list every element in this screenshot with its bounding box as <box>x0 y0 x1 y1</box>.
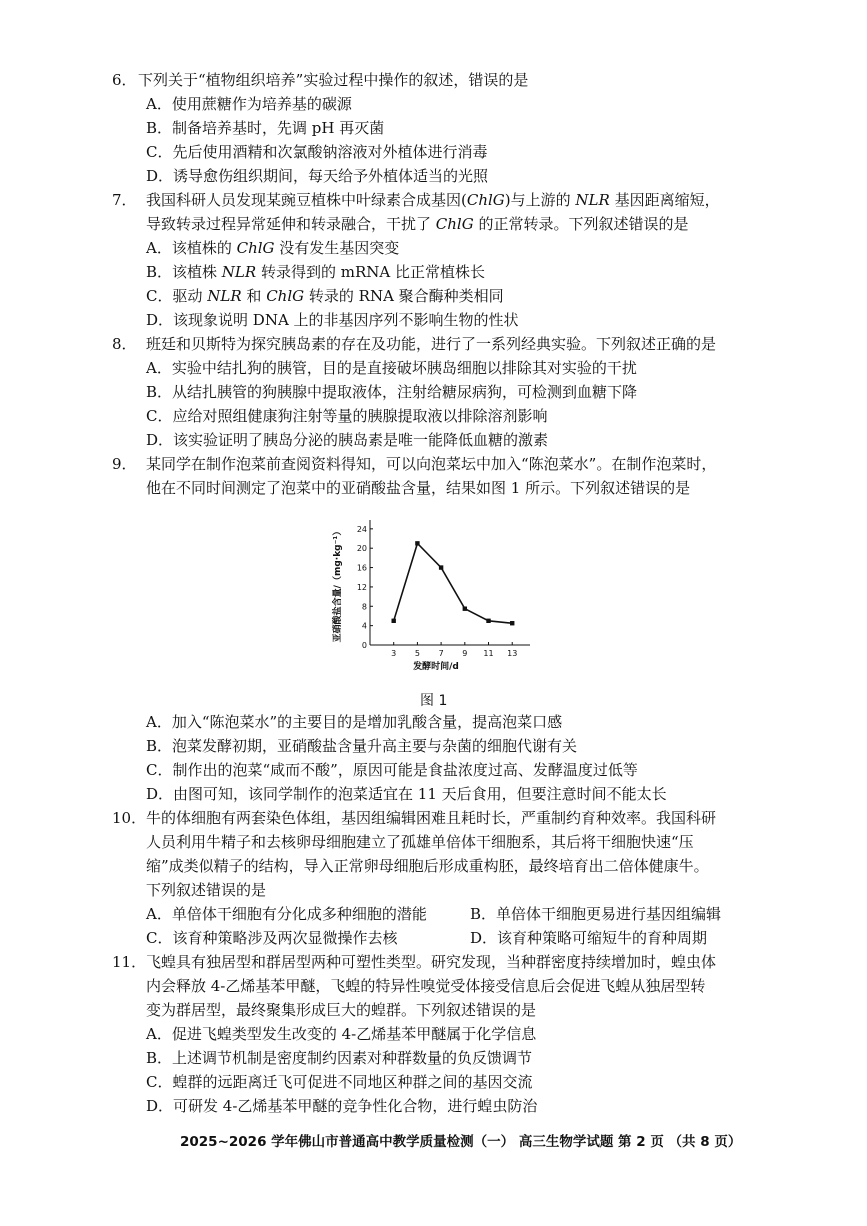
q11-option-a: A．促进飞蝗类型发生改变的 4-乙烯基苯甲醚属于化学信息 <box>146 1025 537 1043</box>
question-8-stem: 班廷和贝斯特为探究胰岛素的存在及功能，进行了一系列经典实验。下列叙述正确的是 <box>146 335 717 353</box>
question-10-number: 10． <box>112 809 147 827</box>
q7-option-b: B．该植株 NLR 转录得到的 mRNA 比正常植株长 <box>146 263 485 281</box>
q7-option-c: C．驱动 NLR 和 ChlG 转录的 RNA 聚合酶种类相同 <box>146 287 504 305</box>
y-tick-label: 8 <box>361 602 367 612</box>
q10-option-d: D．该育种策略可缩短牛的育种周期 <box>470 929 708 947</box>
question-9-number: 9． <box>112 455 137 473</box>
q9-option-d: D．由图可知，该同学制作的泡菜适宜在 11 天后食用，但要注意时间不能太长 <box>146 785 667 803</box>
question-6-stem: 下列关于“植物组织培养”实验过程中操作的叙述，错误的是 <box>138 71 529 89</box>
x-tick-label: 13 <box>507 649 518 658</box>
q8-option-d: D．该实验证明了胰岛分泌的胰岛素是唯一能降低血糖的激素 <box>146 431 549 449</box>
x-axis-label: 发酵时间/d <box>413 662 459 672</box>
q8-option-b: B．从结扎胰管的狗胰腺中提取液体，注射给糖尿病狗，可检测到血糖下降 <box>146 383 638 401</box>
data-point <box>415 541 419 545</box>
series-line <box>394 543 513 623</box>
question-7-stem-line1: 我国科研人员发现某豌豆植株中叶绿素合成基因(ChlG)与上游的 NLR 基因距离缩短， <box>146 191 720 209</box>
data-point <box>486 619 490 623</box>
question-10-stem-line4: 下列叙述错误的是 <box>146 881 267 899</box>
q9-option-a: A．加入“陈泡菜水”的主要目的是增加乳酸含量，提高泡菜口感 <box>146 713 563 731</box>
q11-option-b: B．上述调节机制是密度制约因素对种群数量的负反馈调节 <box>146 1049 533 1067</box>
data-point <box>439 565 443 569</box>
y-tick-label: 24 <box>356 524 367 534</box>
y-axis-label: 亚硝酸盐含量/（mg·kg⁻¹） <box>333 526 343 643</box>
question-11-stem-line1: 飞蝗具有独居型和群居型两种可塑性类型。研究发现，当种群密度持续增加时，蝗虫体 <box>146 953 717 971</box>
q10-option-b: B．单倍体干细胞更易进行基因组编辑 <box>470 905 722 923</box>
question-11-number: 11． <box>112 953 147 971</box>
x-tick-label: 11 <box>483 649 494 658</box>
y-tick-label: 0 <box>361 641 367 650</box>
q9-option-c: C．制作出的泡菜“咸而不酸”，原因可能是食盐浓度过高、发酵温度过低等 <box>146 761 638 779</box>
figure-caption: 图 1 <box>420 693 448 709</box>
y-tick-label: 4 <box>361 621 367 631</box>
question-6-number: 6． <box>112 71 137 89</box>
q8-option-c: C．应给对照组健康狗注射等量的胰腺提取液以排除溶剂影响 <box>146 407 548 425</box>
q10-option-a: A．单倍体干细胞有分化成多种细胞的潜能 <box>146 905 427 923</box>
q7-option-d: D．该现象说明 DNA 上的非基因序列不影响生物的性状 <box>146 311 519 329</box>
question-9-stem-line2: 他在不同时间测定了泡菜中的亚硝酸盐含量，结果如图 1 所示。下列叙述错误的是 <box>146 479 691 497</box>
page-footer: 2025~2026 学年佛山市普通高中教学质量检测（一） 高三生物学试题 第 2 页 （共 8 页） <box>180 1134 742 1150</box>
question-10-stem-line3: 缩”成类似精子的结构，导入正常卵母细胞后形成重构胚，最终培育出二倍体健康牛。 <box>146 857 709 875</box>
question-10-stem-line1: 牛的体细胞有两套染色体组，基因组编辑困难且耗时长，严重制约育种效率。我国科研 <box>146 809 717 827</box>
question-9-stem-line1: 某同学在制作泡菜前查阅资料得知，可以向泡菜坛中加入“陈泡菜水”。在制作泡菜时， <box>146 455 717 473</box>
q10-option-c: C．该育种策略涉及两次显微操作去核 <box>146 929 398 947</box>
q11-option-d: D．可研发 4-乙烯基苯甲醚的竞争性化合物，进行蝗虫防治 <box>146 1097 538 1115</box>
q6-option-b: B．制备培养基时，先调 pH 再灭菌 <box>146 119 385 137</box>
q11-option-c: C．蝗群的远距离迁飞可促进不同地区种群之间的基因交流 <box>146 1073 533 1091</box>
question-7-stem-line2: 导致转录过程异常延伸和转录融合，干扰了 ChlG 的正常转录。下列叙述错误的是 <box>146 215 689 233</box>
x-tick-label: 9 <box>462 649 468 658</box>
y-tick-label: 16 <box>356 563 367 573</box>
x-tick-label: 7 <box>438 649 444 658</box>
question-10-stem-line2: 人员利用牛精子和去核卵母细胞建立了孤雄单倍体干细胞系，其后将干细胞快速“压 <box>146 833 694 851</box>
q6-option-d: D．诱导愈伤组织期间，每天给予外植体适当的光照 <box>146 167 489 185</box>
q7-option-a: A．该植株的 ChlG 没有发生基因突变 <box>146 239 400 257</box>
data-point <box>392 619 396 623</box>
nitrite-line-chart <box>318 512 540 672</box>
x-tick-label: 3 <box>391 649 397 658</box>
question-8-number: 8． <box>112 335 137 353</box>
data-point <box>510 621 514 625</box>
q9-option-b: B．泡菜发酵初期，亚硝酸盐含量升高主要与杂菌的细胞代谢有关 <box>146 737 578 755</box>
question-11-stem-line3: 变为群居型，最终聚集形成巨大的蝗群。下列叙述错误的是 <box>146 1001 537 1019</box>
y-tick-label: 20 <box>356 544 367 554</box>
data-point <box>463 607 467 611</box>
question-11-stem-line2: 内会释放 4-乙烯基苯甲醚，飞蝗的特异性嗅觉受体接受信息后会促进飞蝗从独居型转 <box>146 977 706 995</box>
question-7-number: 7． <box>112 191 137 209</box>
y-tick-label: 12 <box>356 582 367 592</box>
q8-option-a: A．实验中结扎狗的胰管，目的是直接破坏胰岛细胞以排除其对实验的干扰 <box>146 359 637 377</box>
q6-option-a: A．使用蔗糖作为培养基的碳源 <box>146 95 352 113</box>
x-tick-label: 5 <box>414 649 420 658</box>
q6-option-c: C．先后使用酒精和次氯酸钠溶液对外植体进行消毒 <box>146 143 488 161</box>
